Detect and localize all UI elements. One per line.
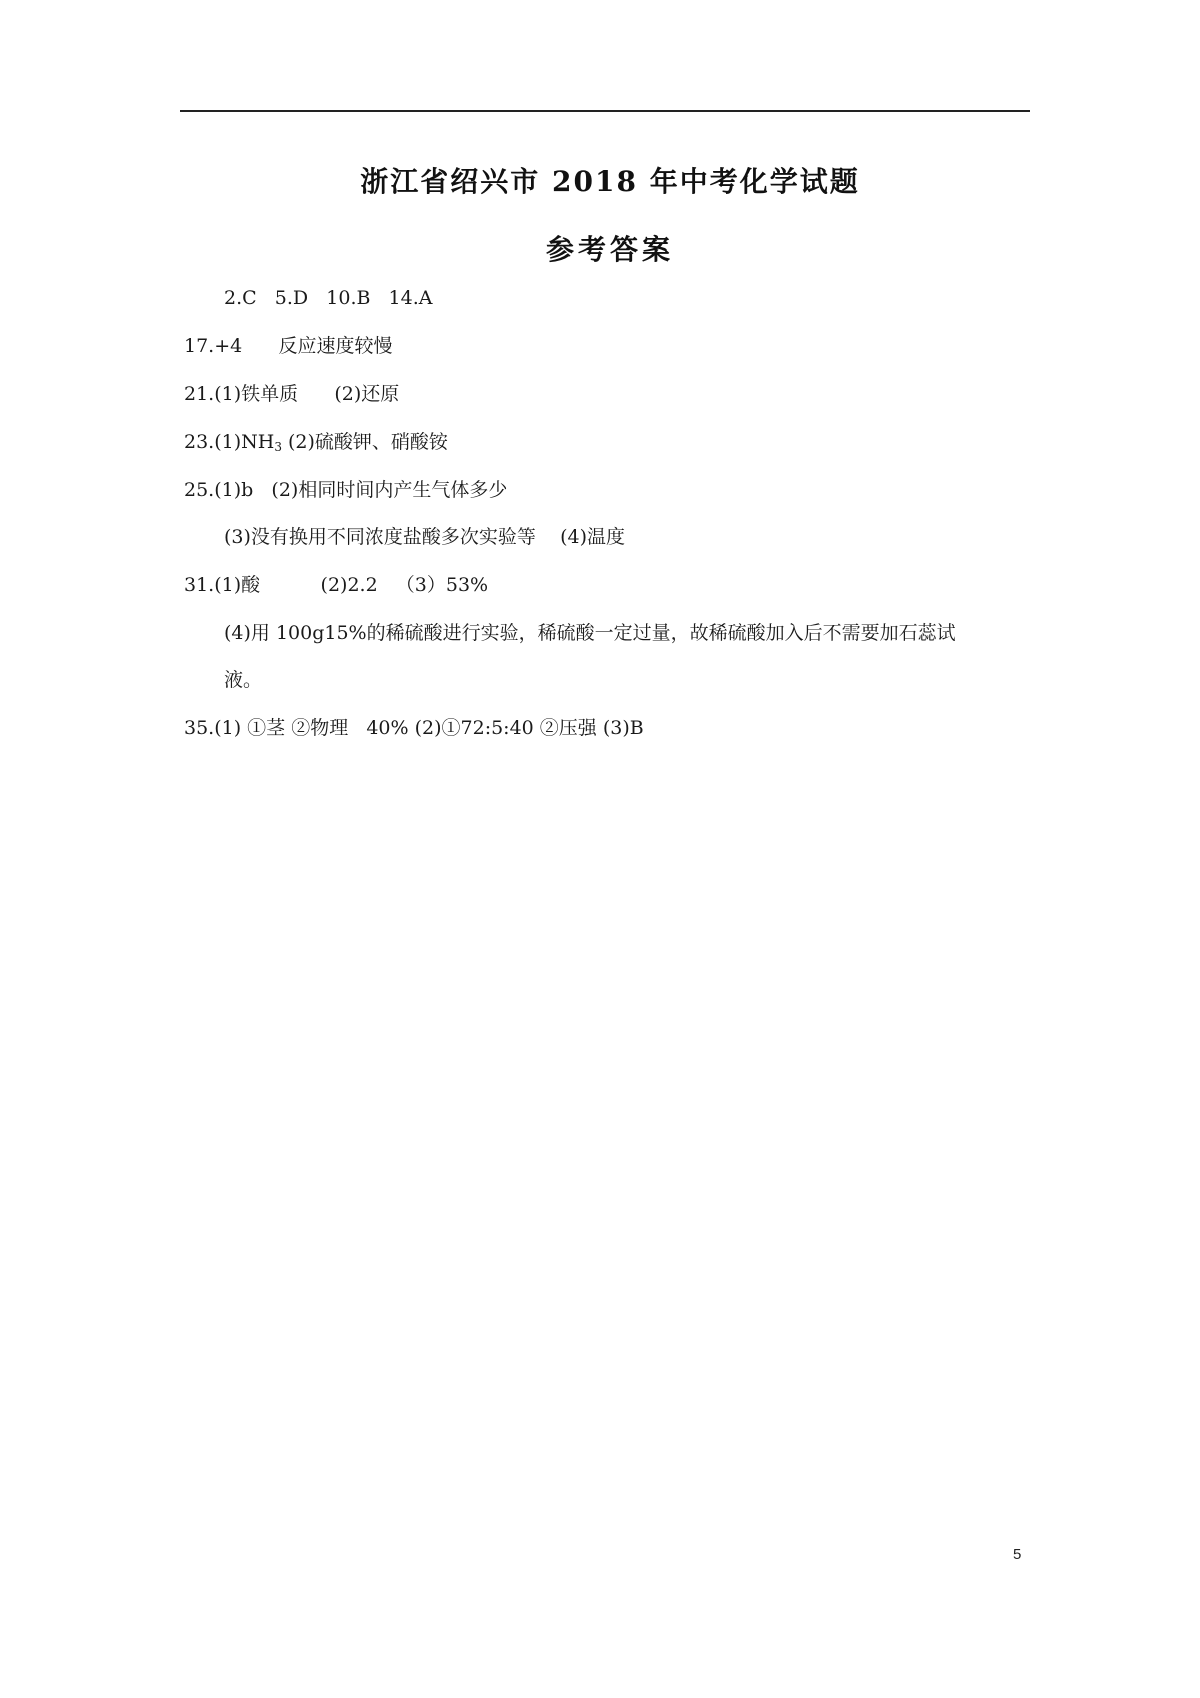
answer-q23-subscript: 3 <box>274 440 282 454</box>
answer-q25-line2: (3)没有换用不同浓度盐酸多次实验等 (4)温度 <box>224 526 625 548</box>
answer-q21: 21.(1)铁单质 (2)还原 <box>184 383 400 405</box>
answer-q25-line1: 25.(1)b (2)相同时间内产生气体多少 <box>184 479 508 501</box>
answer-q31-line3: 液。 <box>224 669 263 691</box>
answer-q17: 17.+4 反应速度较慢 <box>184 335 393 357</box>
answer-q31-line1: 31.(1)酸 (2)2.2 （3）53% <box>184 574 489 596</box>
document-title: 浙江省绍兴市 2018 年中考化学试题 <box>360 165 860 198</box>
answer-q35: 35.(1) ①茎 ②物理 40% (2)①72:5:40 ②压强 (3)B <box>184 717 644 739</box>
page-number: 5 <box>1013 1546 1022 1563</box>
answer-q23-prefix: 23.(1)NH <box>184 431 275 453</box>
answer-q31-line2: (4)用 100g15%的稀硫酸进行实验，稀硫酸一定过量，故稀硫酸加入后不需要加石蕊试 <box>224 622 956 644</box>
answer-multiple-choice: 2.C 5.D 10.B 14.A <box>224 287 433 309</box>
header-rule <box>180 110 1030 112</box>
document-subtitle: 参考答案 <box>545 233 674 266</box>
answer-q23-suffix: (2)硫酸钾、硝酸铵 <box>281 431 448 453</box>
answer-q23 <box>184 430 448 459</box>
